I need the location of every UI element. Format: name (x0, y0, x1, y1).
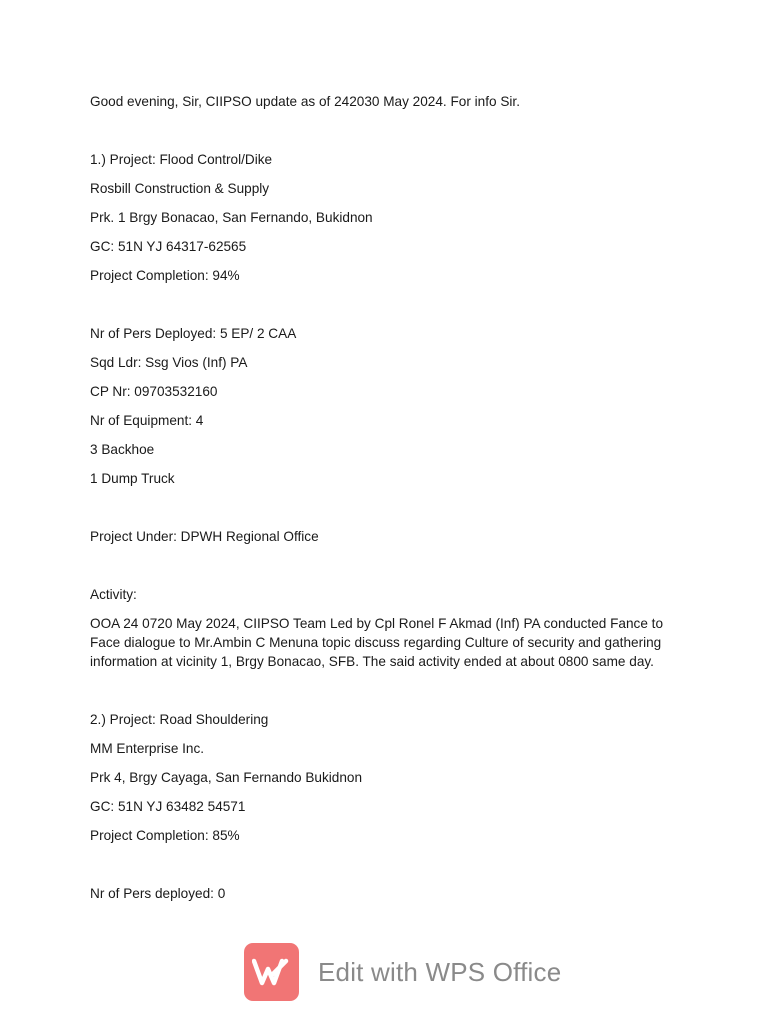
greeting-line: Good evening, Sir, CIIPSO update as of 242030 May 2024. For info Sir. (90, 94, 520, 109)
project-2-completion: Project Completion: 85% (90, 828, 240, 843)
spacer (90, 855, 690, 884)
project-1-location: Prk. 1 Brgy Bonacao, San Fernando, Bukidnon (90, 210, 373, 225)
wps-w-glyph (252, 957, 292, 987)
project-1-cp-nr: CP Nr: 09703532160 (90, 384, 218, 399)
project-1-equipment-item: 3 Backhoe (90, 442, 155, 457)
project-1-gc: GC: 51N YJ 64317-62565 (90, 239, 247, 254)
project-2-gc: GC: 51N YJ 63482 54571 (90, 799, 246, 814)
project-2-pers-deployed: Nr of Pers deployed: 0 (90, 886, 226, 901)
spacer (90, 556, 690, 585)
project-2-contractor: MM Enterprise Inc. (90, 741, 205, 756)
activity-label: Activity: (90, 587, 137, 602)
spacer (90, 121, 690, 150)
wps-w-icon (244, 943, 299, 1001)
project-1-title: 1.) Project: Flood Control/Dike (90, 152, 273, 167)
spacer (90, 498, 690, 527)
spacer (90, 681, 690, 710)
activity-text: OOA 24 0720 May 2024, CIIPSO Team Led by Cpl Ronel F Akmad (Inf) PA conducted Fance to Face dialogue to Mr.Ambin C Menuna topic discuss regarding Culture of security and gathering information at vicinity 1, Brgy Bonacao, SFB. The said activity ended at about 0800 same day. (90, 616, 664, 669)
document-body (90, 92, 690, 913)
project-1-under: Project Under: DPWH Regional Office (90, 529, 319, 544)
project-2-location: Prk 4, Brgy Cayaga, San Fernando Bukidnon (90, 770, 363, 785)
project-1-completion: Project Completion: 94% (90, 268, 240, 283)
project-1-equipment-item: 1 Dump Truck (90, 471, 175, 486)
project-1-pers-deployed: Nr of Pers Deployed: 5 EP/ 2 CAA (90, 326, 297, 341)
spacer (90, 295, 690, 324)
project-1-sqd-ldr: Sqd Ldr: Ssg Vios (Inf) PA (90, 355, 248, 370)
wps-edit-banner[interactable] (244, 943, 561, 1001)
wps-edit-label: Edit with WPS Office (318, 956, 562, 987)
project-1-contractor: Rosbill Construction & Supply (90, 181, 270, 196)
project-2-title: 2.) Project: Road Shouldering (90, 712, 269, 727)
project-1-equipment: Nr of Equipment: 4 (90, 413, 204, 428)
